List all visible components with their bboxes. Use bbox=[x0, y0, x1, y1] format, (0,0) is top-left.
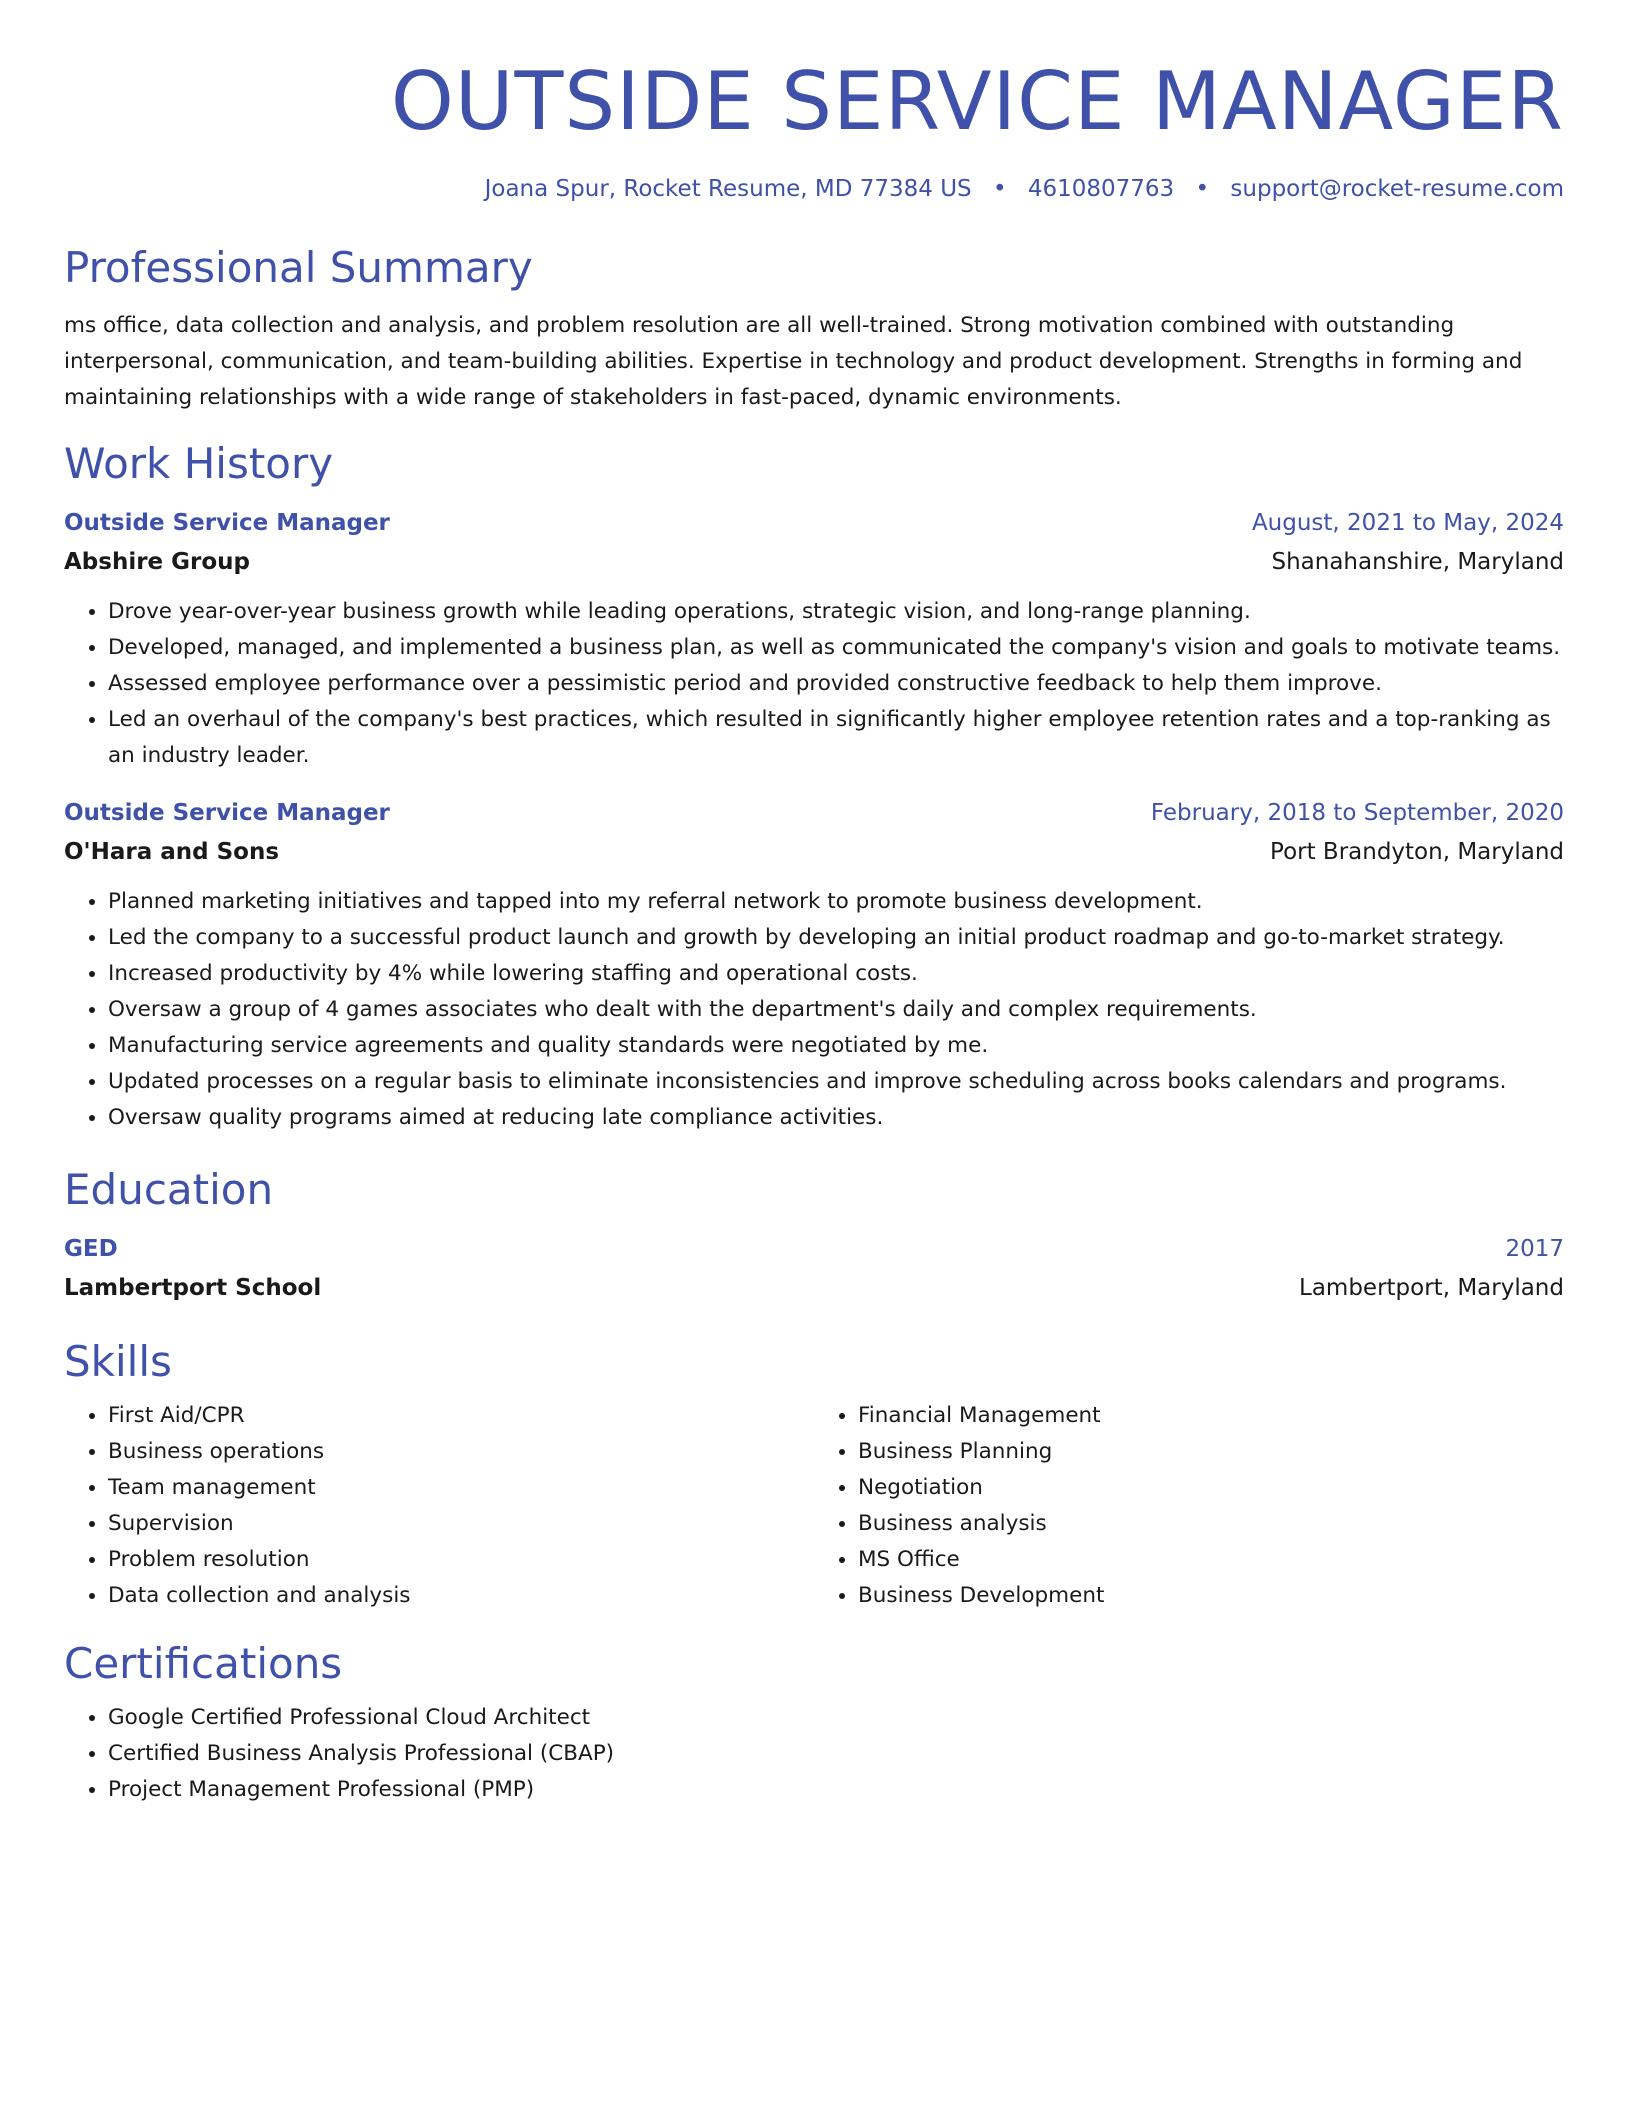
list-item: • Assessed employee performance over a pessimistic period and provided constructive feedback to help them improve. bbox=[108, 666, 1564, 702]
list-item: • Business Development bbox=[858, 1578, 1564, 1614]
list-item: • Planned marketing initiatives and tapped into my referral network to promote business development. bbox=[108, 884, 1564, 920]
contact-separator: • bbox=[992, 176, 1007, 202]
summary-text: ms office, data collection and analysis, and problem resolution are all well-trained. Strong motivation combined with outstanding interpersonal, communication, and team-building abilities. Expertise in technology and product development. Strengths in forming and maintaining relationships with a wide range of stakeholders in fast-paced, dynamic environments. bbox=[64, 313, 1523, 410]
certifications-section bbox=[64, 1636, 1564, 1808]
work-heading: Work History bbox=[64, 439, 334, 488]
list-item: • Data collection and analysis bbox=[108, 1578, 814, 1614]
education-heading: Education bbox=[64, 1165, 274, 1214]
education-year: 2017 bbox=[1505, 1236, 1564, 1262]
skills-section bbox=[64, 1334, 1564, 1614]
job-company-row bbox=[64, 542, 1564, 582]
list-item: • Drove year-over-year business growth while leading operations, strategic vision, and long-range planning. bbox=[108, 594, 1564, 630]
job-location: Shanahanshire, Maryland bbox=[1271, 549, 1564, 575]
contact-phone: 4610807763 bbox=[1027, 176, 1175, 202]
job-company-row bbox=[64, 832, 1564, 872]
list-item: • Business operations bbox=[108, 1434, 814, 1470]
list-item: • Increased productivity by 4% while lowering staffing and operational costs. bbox=[108, 956, 1564, 992]
list-item: • Updated processes on a regular basis to eliminate inconsistencies and improve scheduling across books calendars and programs. bbox=[108, 1064, 1564, 1100]
list-item: • Manufacturing service agreements and quality standards were negotiated by me. bbox=[108, 1028, 1564, 1064]
resume-header bbox=[64, 0, 1564, 206]
list-item: • Developed, managed, and implemented a business plan, as well as communicated the company's vision and goals to motivate teams. bbox=[108, 630, 1564, 666]
education-entry bbox=[64, 1230, 1564, 1308]
list-item: • Business Planning bbox=[858, 1434, 1564, 1470]
job-company: Abshire Group bbox=[64, 549, 251, 575]
list-item: • Supervision bbox=[108, 1506, 814, 1542]
skills-grid bbox=[64, 1398, 1564, 1614]
list-item: • MS Office bbox=[858, 1542, 1564, 1578]
list-item: • Oversaw a group of 4 games associates who dealt with the department's daily and complex requirements. bbox=[108, 992, 1564, 1028]
job-title: Outside Service Manager bbox=[64, 800, 390, 826]
list-item: • Led the company to a successful product launch and growth by developing an initial product roadmap and go-to-market strategy. bbox=[108, 920, 1564, 956]
job-title-row bbox=[64, 504, 1564, 542]
job-bullets bbox=[64, 594, 1564, 774]
list-item: • First Aid/CPR bbox=[108, 1398, 814, 1434]
page-title: OUTSIDE SERVICE MANAGER bbox=[390, 55, 1564, 148]
work-section bbox=[64, 436, 1564, 1136]
job-entry bbox=[64, 794, 1564, 1136]
job-entry bbox=[64, 504, 1564, 774]
list-item: • Negotiation bbox=[858, 1470, 1564, 1506]
education-section bbox=[64, 1162, 1564, 1308]
list-item: • Oversaw quality programs aimed at reducing late compliance activities. bbox=[108, 1100, 1564, 1136]
list-item: • Google Certified Professional Cloud Architect bbox=[108, 1700, 1564, 1736]
job-dates: August, 2021 to May, 2024 bbox=[1251, 510, 1564, 536]
education-degree: GED bbox=[64, 1236, 118, 1262]
contact-line bbox=[64, 172, 1564, 206]
summary-section bbox=[64, 240, 1564, 416]
education-school-row bbox=[64, 1268, 1564, 1308]
job-company: O'Hara and Sons bbox=[64, 839, 280, 865]
job-dates: February, 2018 to September, 2020 bbox=[1150, 800, 1564, 826]
skills-list-left bbox=[64, 1398, 814, 1614]
education-school: Lambertport School bbox=[64, 1275, 322, 1301]
certifications-heading: Certifications bbox=[64, 1639, 343, 1688]
education-degree-row bbox=[64, 1230, 1564, 1268]
job-location: Port Brandyton, Maryland bbox=[1270, 839, 1564, 865]
skills-heading: Skills bbox=[64, 1337, 172, 1386]
contact-separator: • bbox=[1195, 176, 1210, 202]
certifications-list bbox=[64, 1700, 1564, 1808]
list-item: • Certified Business Analysis Professional (CBAP) bbox=[108, 1736, 1564, 1772]
job-title-row bbox=[64, 794, 1564, 832]
skills-list-right bbox=[814, 1398, 1564, 1614]
job-title: Outside Service Manager bbox=[64, 510, 390, 536]
job-bullets bbox=[64, 884, 1564, 1136]
contact-address: Joana Spur, Rocket Resume, MD 77384 US bbox=[484, 176, 972, 202]
list-item: • Led an overhaul of the company's best practices, which resulted in significantly higher employee retention rates and a top-ranking as an industry leader. bbox=[108, 702, 1564, 774]
list-item: • Financial Management bbox=[858, 1398, 1564, 1434]
list-item: • Business analysis bbox=[858, 1506, 1564, 1542]
list-item: • Project Management Professional (PMP) bbox=[108, 1772, 1564, 1808]
contact-email: support@rocket-resume.com bbox=[1230, 176, 1564, 202]
list-item: • Team management bbox=[108, 1470, 814, 1506]
summary-heading: Professional Summary bbox=[64, 243, 533, 292]
list-item: • Problem resolution bbox=[108, 1542, 814, 1578]
education-location: Lambertport, Maryland bbox=[1299, 1275, 1564, 1301]
